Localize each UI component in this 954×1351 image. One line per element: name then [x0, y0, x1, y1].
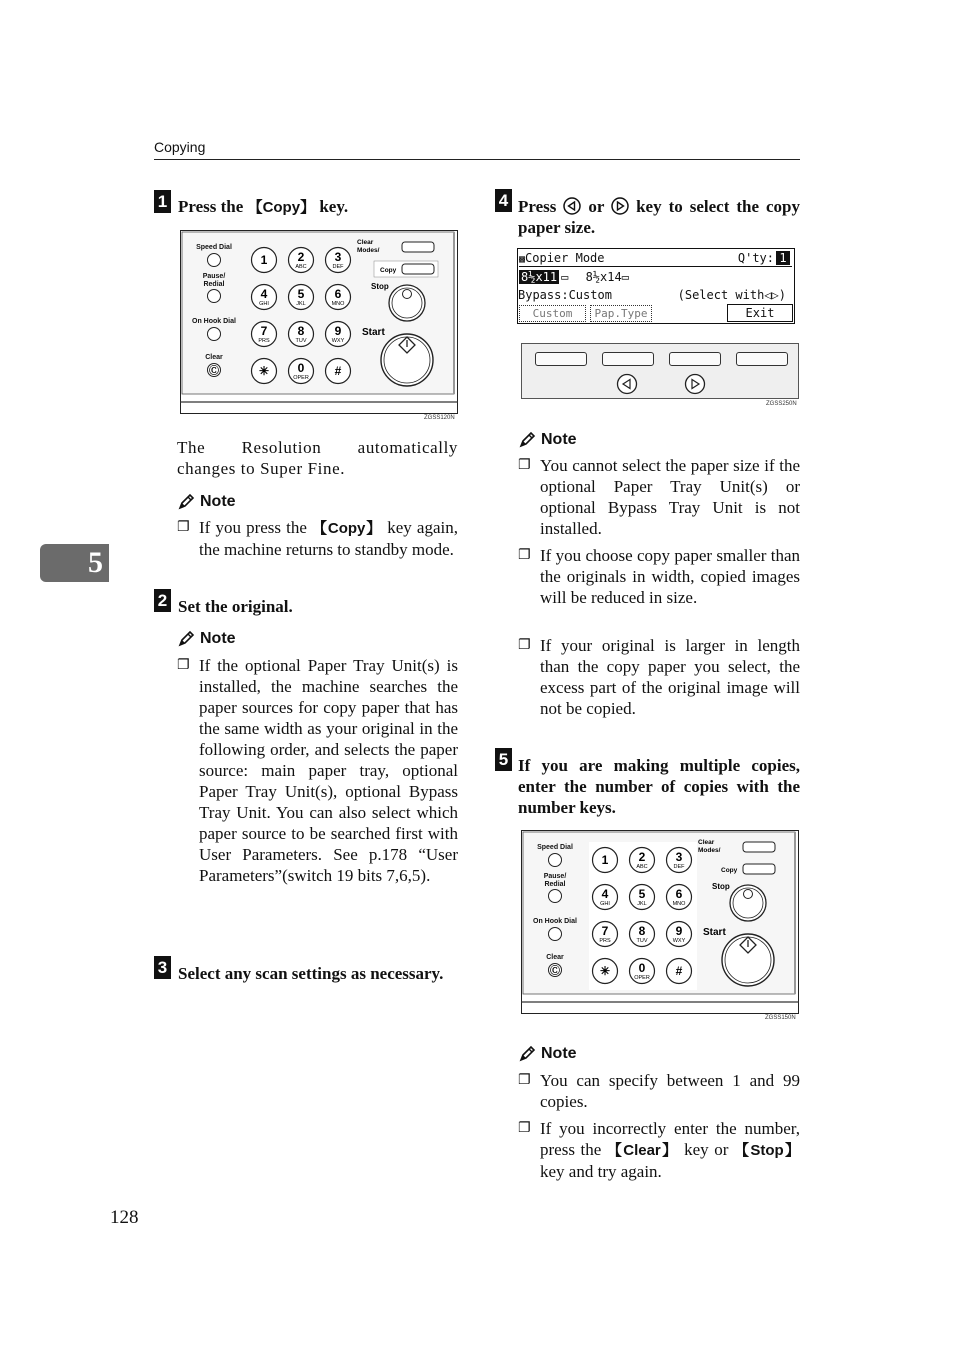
energy-saver-label: Modes/ — [698, 847, 721, 854]
number-key-digit: ✳ — [599, 964, 611, 978]
number-key-digit: 5 — [297, 287, 305, 301]
pencil-note-icon — [177, 630, 195, 648]
step3-instruction: Select any scan settings as necessary. — [178, 964, 444, 983]
note-text: If the optional Paper Tray Unit(s) is installed, the machine searches the paper sources for copy paper that has the same width as your original in the following order, and selects the paper source: main paper tray, optional Paper Tray Unit(s), optional Bypass Tray Unit. You can also select which paper source to be searched first with User Parameters. See p.178 “User Parameters”(switch 19 bits 7,6,5). — [199, 656, 458, 885]
number-key-letters: MNO — [331, 301, 345, 307]
copy-key-label: Copy — [721, 867, 738, 874]
lcd-select-hint: (Select with◁▷) — [677, 288, 786, 302]
selection-key-3[interactable] — [669, 352, 721, 366]
lcd-display — [517, 248, 795, 324]
note-text: You can specify between 1 and 99 copies. — [540, 1071, 800, 1111]
step-number: 4 — [495, 189, 512, 212]
lcd-bypass-label: Bypass:Custom — [518, 288, 612, 302]
checkbox-bullet-icon: ❐ — [177, 519, 190, 535]
clear-modes-label: Clear — [357, 239, 374, 246]
selection-key-strip — [521, 343, 799, 399]
checkbox-bullet-icon: ❐ — [518, 637, 531, 653]
number-key-digit: 1 — [260, 253, 268, 267]
step-number: 1 — [154, 190, 171, 213]
lcd-softkey-paper-type[interactable]: Pap.Type — [590, 305, 652, 322]
number-key-digit: 2 — [638, 850, 646, 864]
on-hook-dial-label: On Hook Dial — [533, 918, 577, 925]
pause-redial-button — [549, 890, 562, 903]
note-text-pre: If you press the — [199, 518, 313, 537]
copy-key-label: 【Copy】 — [312, 520, 383, 537]
checkbox-bullet-icon: ❐ — [518, 1120, 531, 1136]
number-key-digit: 8 — [638, 924, 646, 938]
note-text: You cannot select the paper size if the optional Paper Tray Unit(s) or optional Bypass Tray Unit is not installed. — [540, 456, 800, 538]
number-key-digit: 0 — [297, 361, 305, 375]
number-key-letters: ABC — [636, 864, 648, 870]
speed-dial-label: Speed Dial — [537, 844, 573, 851]
step4-instruction: Press or key to select the copy paper size. — [518, 197, 800, 237]
lcd-softkey-exit[interactable]: Exit — [727, 304, 793, 322]
number-key-digit: 2 — [297, 250, 305, 264]
lcd-paper-size-alt: 8½x14 — [585, 270, 622, 284]
copy-key-label: 【Copy】 — [247, 199, 316, 216]
step1-text-pre: Press the — [178, 197, 248, 216]
clear-modes-label: Clear — [698, 839, 715, 846]
lcd-qty-value: 1 — [776, 251, 790, 265]
number-key-letters: GHI — [600, 901, 610, 907]
number-key-digit: 7 — [601, 924, 609, 938]
clear-c-icon: Ⓒ — [550, 966, 560, 977]
step-number: 3 — [154, 956, 171, 979]
copy-key — [743, 864, 775, 874]
note-item — [518, 455, 800, 539]
number-key-digit: 5 — [638, 887, 646, 901]
pencil-note-icon — [177, 493, 195, 511]
copier-mode-icon: ▩ — [519, 254, 526, 265]
number-key-digit: # — [334, 364, 342, 378]
lcd-paper-size-selected: 8½x11 — [521, 270, 558, 284]
note-item — [518, 545, 800, 608]
number-key-digit: 3 — [334, 250, 342, 264]
note-text: If you choose copy paper smaller than the originals in width, copied images will be reduced in size. — [540, 546, 800, 607]
number-key-digit: # — [675, 964, 683, 978]
step-number: 2 — [154, 589, 171, 612]
figure-code: ZGSS120N — [424, 415, 455, 421]
note-item — [518, 1070, 800, 1112]
step2-instruction: Set the original. — [178, 597, 293, 616]
clear-label: Clear — [205, 354, 223, 361]
number-key-letters: PRS — [258, 338, 270, 344]
number-key-digit: ✳ — [258, 364, 270, 378]
number-key-letters: PRS — [599, 938, 611, 944]
number-key-letters: WXY — [672, 938, 686, 944]
checkbox-bullet-icon: ❐ — [177, 657, 190, 673]
note-title: Note — [541, 431, 577, 448]
number-key-digit: 3 — [675, 850, 683, 864]
right-arrow-key-icon[interactable] — [684, 373, 706, 395]
chapter-tab: 5 — [40, 544, 109, 582]
clear-key-label: 【Clear】 — [606, 1142, 679, 1159]
number-key-digit: 4 — [260, 287, 268, 301]
clear-modes-button — [743, 842, 775, 852]
clear-c-icon: Ⓒ — [209, 366, 219, 377]
selection-key-2[interactable] — [602, 352, 654, 366]
note-heading — [177, 493, 236, 511]
number-key-letters: JKL — [637, 901, 647, 907]
step1-instruction — [178, 196, 460, 218]
pause-redial-button — [208, 290, 221, 303]
note-item — [518, 635, 800, 719]
note-title: Note — [200, 630, 236, 647]
figure-code: ZGSS250N — [766, 401, 797, 407]
on-hook-dial-button — [549, 928, 562, 941]
number-key-digit: 1 — [601, 853, 609, 867]
right-arrow-key-icon — [611, 197, 629, 215]
selection-key-4[interactable] — [736, 352, 788, 366]
lcd-line-1 — [519, 250, 792, 267]
pencil-note-icon — [518, 1045, 536, 1063]
number-key-digit: 4 — [601, 887, 609, 901]
figure-code: ZGSS150N — [765, 1015, 796, 1021]
step1-text-post: key. — [315, 197, 349, 216]
pause-redial-label: Pause/ — [202, 273, 226, 280]
running-header: Copying — [154, 139, 206, 155]
speed-dial-button — [208, 254, 221, 267]
note-title: Note — [541, 1045, 577, 1062]
lcd-line-3 — [518, 287, 792, 303]
number-key-letters: JKL — [296, 301, 306, 307]
number-key-letters: DEF — [673, 864, 685, 870]
note-item — [177, 655, 458, 886]
number-key-digit: 6 — [675, 887, 683, 901]
note-heading — [177, 630, 236, 648]
number-key-letters: GHI — [259, 301, 269, 307]
stop-label: Stop — [371, 282, 389, 291]
energy-saver-label: Modes/ — [357, 247, 380, 254]
checkbox-bullet-icon: ❐ — [518, 1072, 531, 1088]
number-key-letters: OPER — [293, 375, 309, 381]
tray-icon: ▭ — [621, 270, 629, 284]
on-hook-dial-button — [208, 328, 221, 341]
left-arrow-key-icon[interactable] — [616, 373, 638, 395]
note-heading — [518, 1045, 577, 1063]
lcd-line-2 — [519, 269, 629, 285]
checkbox-bullet-icon: ❐ — [518, 547, 531, 563]
control-panel-illustration — [521, 830, 799, 1014]
clear-label: Clear — [546, 954, 564, 961]
start-label: Start — [703, 927, 726, 938]
lcd-qty-label: Q'ty: — [737, 251, 774, 265]
note-item: ❐ If you incorrectly enter the number, press the 【Clear】 key or 【Stop】 key and try again. — [518, 1119, 800, 1181]
note-item — [177, 517, 458, 560]
note-text-post: key again, the machine returns to standby mode. — [199, 518, 458, 559]
stop-key-label: 【Stop】 — [733, 1142, 800, 1159]
number-key-letters: ABC — [295, 264, 307, 270]
page-number: 128 — [110, 1207, 139, 1228]
on-hook-dial-label: On Hook Dial — [192, 318, 236, 325]
speed-dial-label: Speed Dial — [196, 244, 232, 251]
note-heading — [518, 431, 577, 449]
pencil-note-icon — [518, 431, 536, 449]
control-panel-illustration — [180, 230, 458, 414]
note-text: If your original is larger in length than the copy paper you select, the excess part of the original image will not be copied. — [540, 636, 800, 718]
lcd-softkey-custom[interactable]: Custom — [519, 305, 586, 322]
step5-instruction: If you are making multiple copies, enter the number of copies with the number keys. — [518, 756, 800, 817]
control-panel-figure-2 — [521, 830, 799, 1014]
number-key-letters: MNO — [672, 901, 686, 907]
number-key-digit: 9 — [675, 924, 683, 938]
stop-icon — [744, 890, 753, 899]
control-panel-figure-1 — [180, 230, 458, 414]
number-key-digit: 0 — [638, 961, 646, 975]
clear-modes-button — [402, 242, 434, 252]
number-key-letters: OPER — [634, 975, 650, 981]
stop-label: Stop — [712, 882, 730, 891]
number-key-letters: DEF — [332, 264, 344, 270]
number-key-letters: TUV — [295, 338, 307, 344]
selection-key-1[interactable] — [535, 352, 587, 366]
note-title: Note — [200, 493, 236, 510]
speed-dial-button — [549, 854, 562, 867]
tray-icon: ▭ — [561, 270, 569, 284]
left-arrow-key-icon — [563, 197, 581, 215]
number-key-digit: 7 — [260, 324, 268, 338]
pause-redial-label: Redial — [203, 281, 225, 288]
lcd-mode-label: Copier Mode — [525, 251, 605, 265]
copy-key-label: Copy — [380, 267, 397, 274]
pause-redial-label: Redial — [544, 881, 566, 888]
header-rule — [154, 159, 800, 160]
copy-key — [402, 264, 434, 274]
number-key-letters: WXY — [331, 338, 345, 344]
checkbox-bullet-icon: ❐ — [518, 457, 531, 473]
number-key-letters: TUV — [636, 938, 648, 944]
step1-body: The Resolution automatically changes to Super Fine. — [177, 438, 458, 478]
pause-redial-label: Pause/ — [543, 873, 567, 880]
stop-icon — [403, 290, 412, 299]
number-key-digit: 8 — [297, 324, 305, 338]
step-number: 5 — [495, 748, 512, 771]
start-label: Start — [362, 327, 385, 338]
number-key-digit: 6 — [334, 287, 342, 301]
number-key-digit: 9 — [334, 324, 342, 338]
